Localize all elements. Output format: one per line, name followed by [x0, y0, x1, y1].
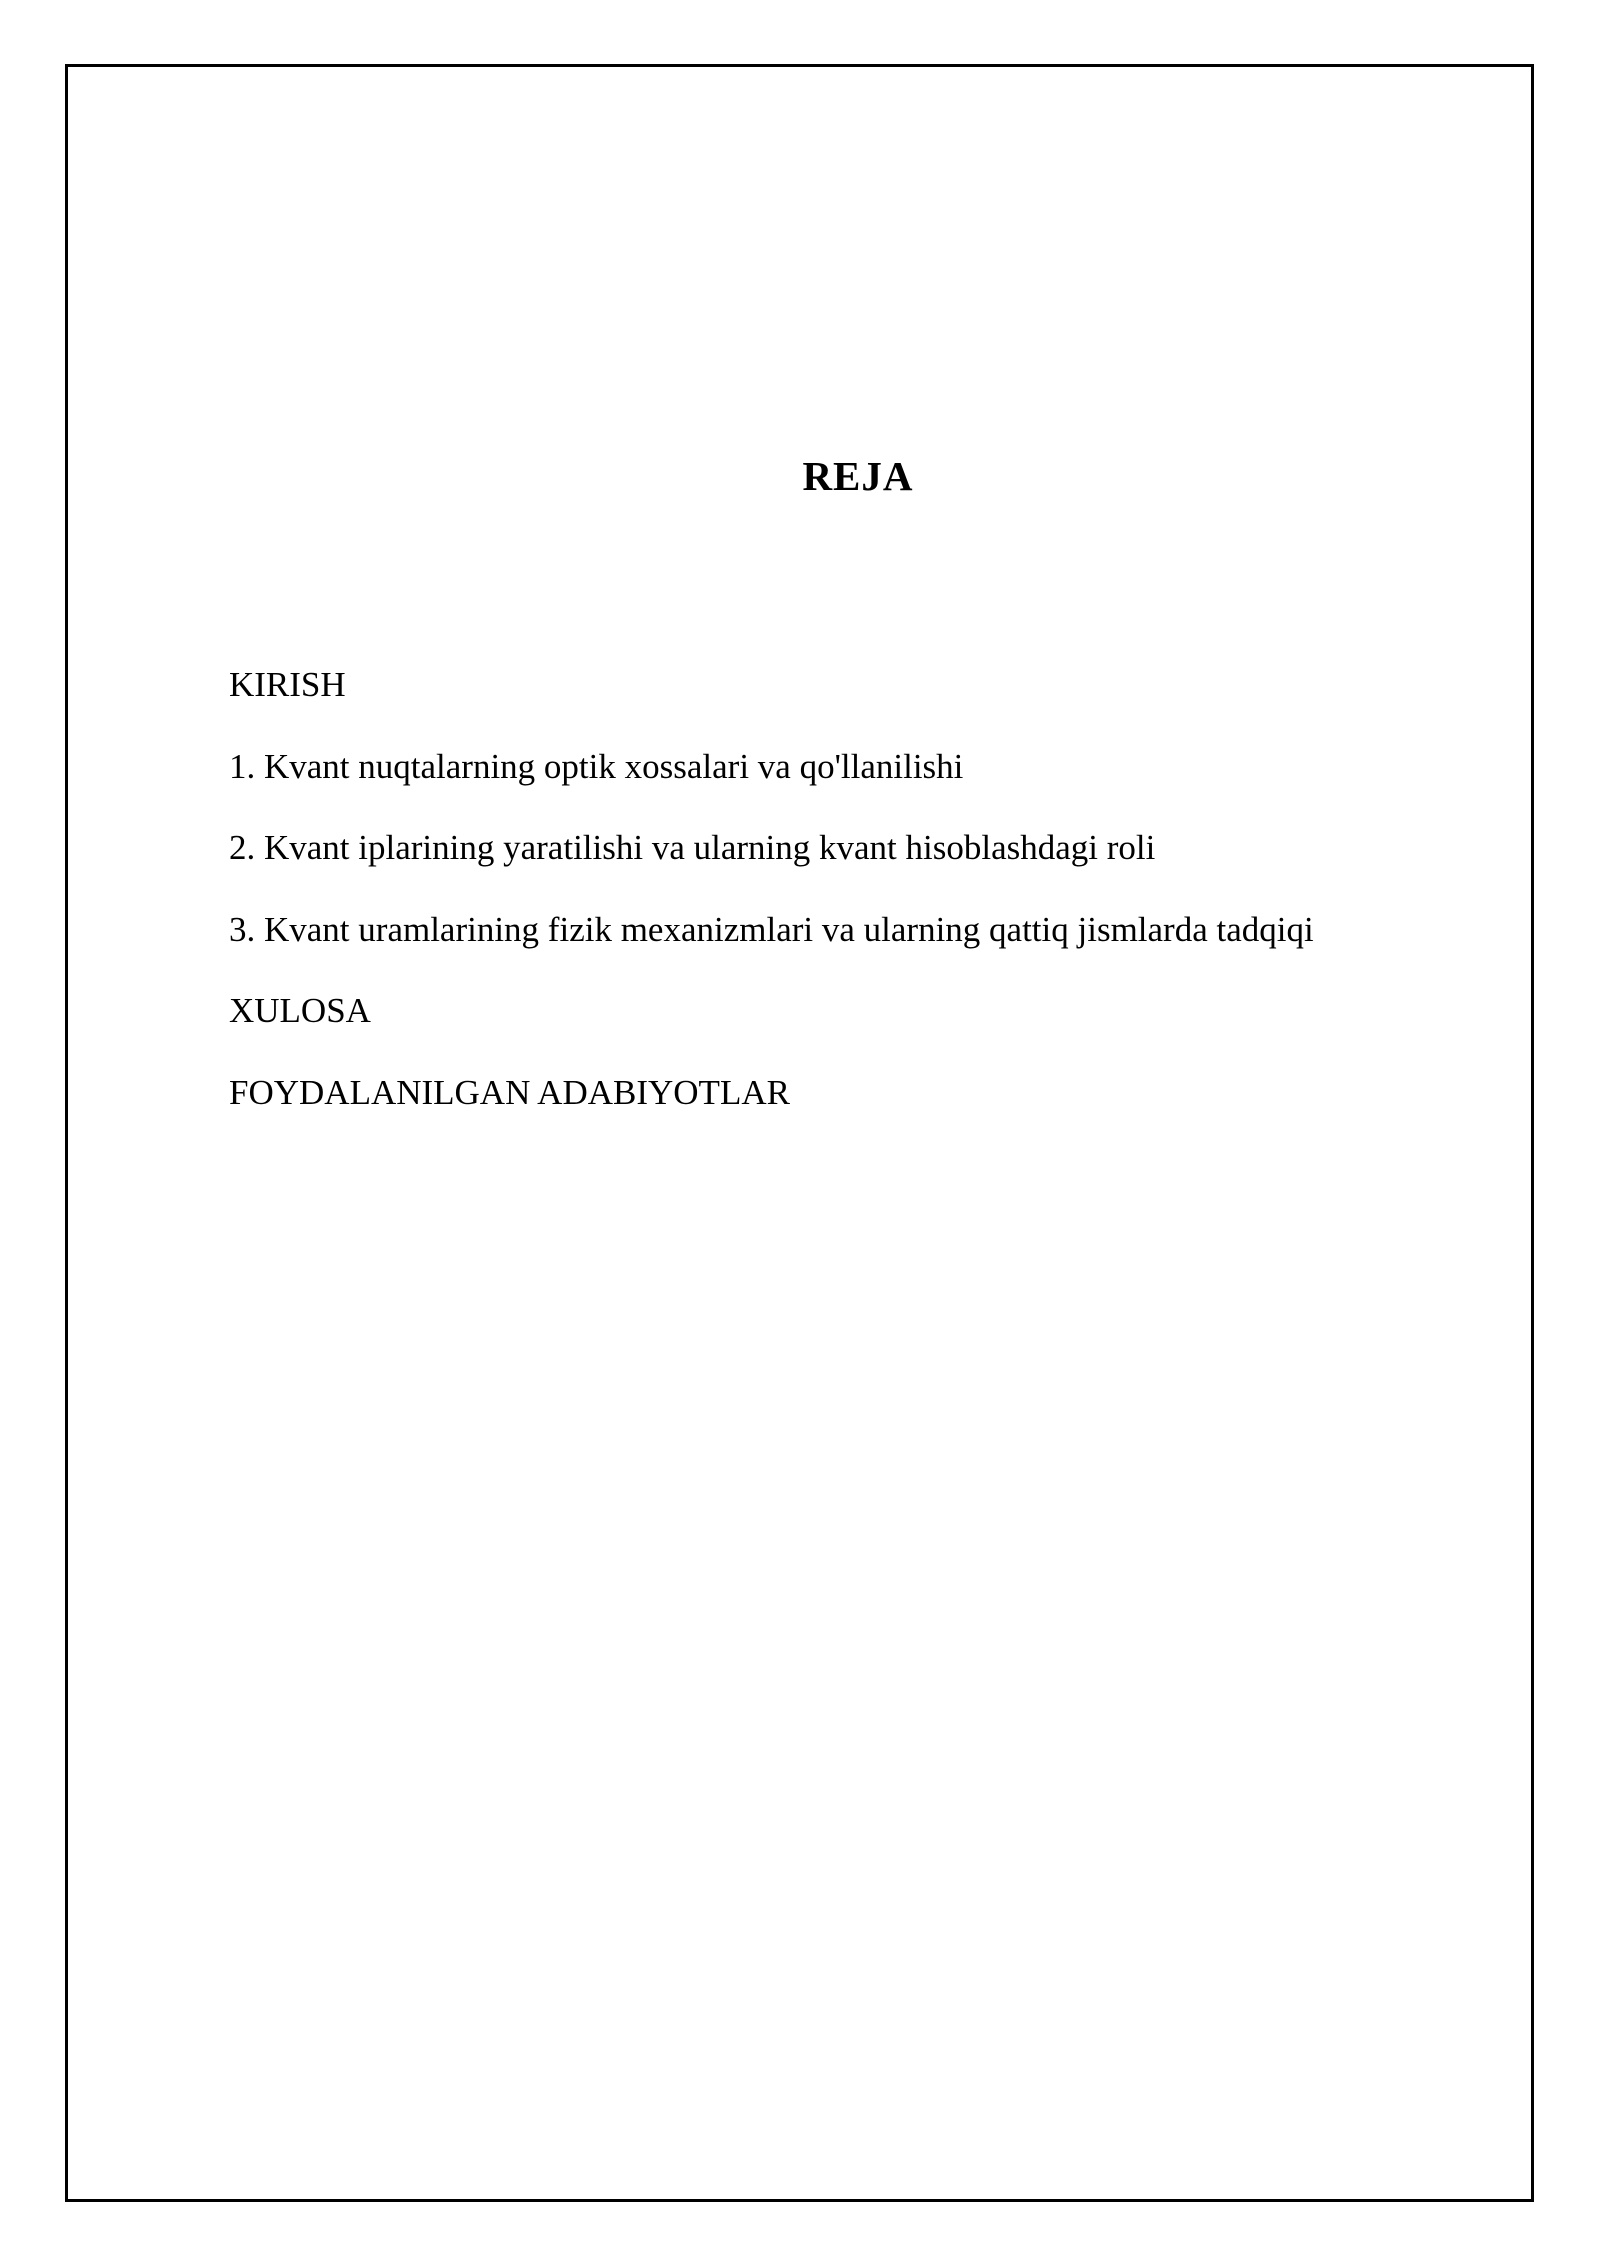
toc-item-references: FOYDALANILGAN ADABIYOTLAR — [229, 1072, 790, 1112]
toc-item-conclusion: XULOSA — [229, 991, 371, 1030]
page-border — [65, 64, 1534, 2202]
toc-item-chapter-3: 3. Kvant uramlarining fizik mexanizmlari va ularning qattiq jismlarda tadqiqi — [229, 909, 1314, 949]
toc-item-chapter-2: 2. Kvant iplarining yaratilishi va ularning kvant hisoblashdagi roli — [229, 828, 1156, 867]
page-title: REJA — [802, 453, 914, 499]
table-of-contents — [229, 644, 1314, 1133]
toc-item-chapter-1: 1. Kvant nuqtalarning optik xossalari va qo'llanilishi — [229, 746, 964, 786]
toc-item-introduction: KIRISH — [229, 665, 346, 704]
